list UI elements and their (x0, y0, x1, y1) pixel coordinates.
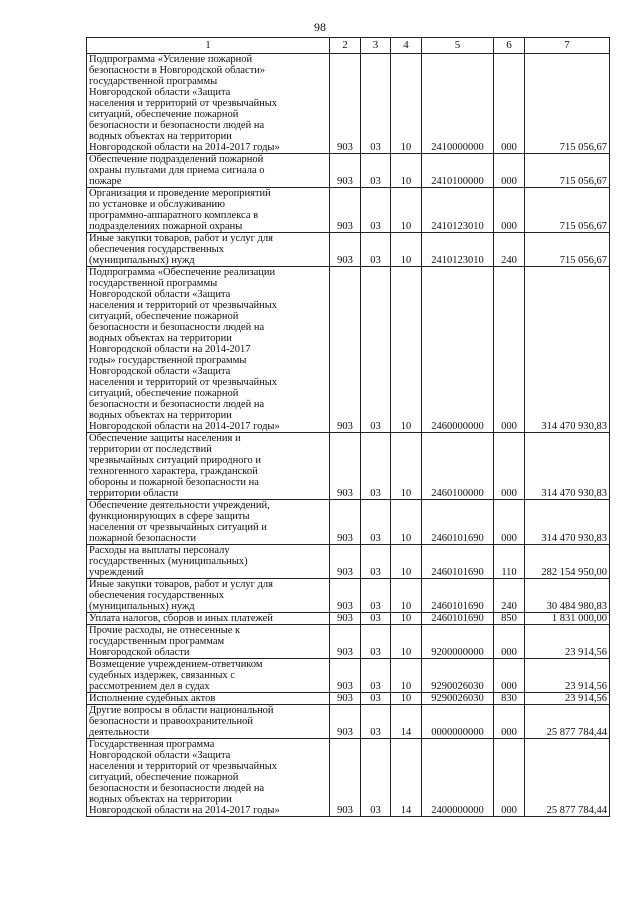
cell-amount: 30 484 980,83 (525, 579, 610, 613)
cell-expense-type: 000 (494, 267, 525, 433)
table-row (87, 54, 610, 154)
cell-section-code: 03 (361, 545, 391, 579)
table-row (87, 433, 610, 500)
cell-target-article: 2460101690 (422, 579, 494, 613)
page-number: 98 (314, 20, 326, 34)
cell-subsection-code: 10 (391, 154, 422, 188)
row-name: Обеспечение деятельности учреждений, функционирующих в сфере защиты населения от чрезвычайных ситуаций и пожарной безопасности (87, 500, 330, 545)
table-header-row (87, 38, 610, 54)
cell-subsection-code: 10 (391, 267, 422, 433)
cell-expense-type: 110 (494, 545, 525, 579)
cell-expense-type: 000 (494, 154, 525, 188)
cell-target-article: 2460101690 (422, 545, 494, 579)
cell-expense-type: 000 (494, 188, 525, 233)
cell-subsection-code: 10 (391, 625, 422, 659)
cell-expense-type: 000 (494, 705, 525, 739)
table-row (87, 579, 610, 613)
cell-expense-type: 240 (494, 233, 525, 267)
cell-target-article: 9290026030 (422, 659, 494, 693)
cell-subsection-code: 10 (391, 693, 422, 705)
cell-amount: 23 914,56 (525, 659, 610, 693)
cell-section-code: 03 (361, 500, 391, 545)
cell-section-code: 03 (361, 613, 391, 625)
cell-ministry-code: 903 (330, 613, 361, 625)
cell-ministry-code: 903 (330, 545, 361, 579)
cell-expense-type: 000 (494, 625, 525, 659)
row-name: Организация и проведение мероприятий по установке и обслуживанию программно-аппаратного комплекса в подразделениях пожарной охраны (87, 188, 330, 233)
row-name: Иные закупки товаров, работ и услуг для обеспечения государственных (муниципальных) нужд (87, 233, 330, 267)
cell-target-article: 2410000000 (422, 54, 494, 154)
cell-target-article: 2460101690 (422, 613, 494, 625)
cell-section-code: 03 (361, 579, 391, 613)
column-header: 7 (525, 38, 610, 54)
cell-amount: 314 470 930,83 (525, 433, 610, 500)
column-header: 1 (87, 38, 330, 54)
cell-target-article: 9200000000 (422, 625, 494, 659)
cell-target-article: 2400000000 (422, 739, 494, 817)
table-row (87, 188, 610, 233)
cell-ministry-code: 903 (330, 188, 361, 233)
column-header: 2 (330, 38, 361, 54)
cell-target-article: 2460100000 (422, 433, 494, 500)
table-row (87, 693, 610, 705)
cell-ministry-code: 903 (330, 154, 361, 188)
row-name: Обеспечение защиты населения и территории от последствий чрезвычайных ситуаций природного и техногенного характера, гражданской обороны и пожарной безопасности на территории области (87, 433, 330, 500)
cell-target-article: 0000000000 (422, 705, 494, 739)
table-body (87, 54, 610, 817)
cell-amount: 282 154 950,00 (525, 545, 610, 579)
cell-amount: 25 877 784,44 (525, 739, 610, 817)
cell-expense-type: 830 (494, 693, 525, 705)
cell-amount: 314 470 930,83 (525, 267, 610, 433)
cell-section-code: 03 (361, 233, 391, 267)
cell-section-code: 03 (361, 739, 391, 817)
cell-section-code: 03 (361, 433, 391, 500)
cell-subsection-code: 14 (391, 739, 422, 817)
cell-amount: 23 914,56 (525, 693, 610, 705)
cell-target-article: 2410123010 (422, 233, 494, 267)
cell-expense-type: 000 (494, 659, 525, 693)
cell-expense-type: 000 (494, 739, 525, 817)
cell-ministry-code: 903 (330, 579, 361, 613)
table-row (87, 267, 610, 433)
cell-subsection-code: 10 (391, 545, 422, 579)
cell-amount: 314 470 930,83 (525, 500, 610, 545)
cell-expense-type: 000 (494, 54, 525, 154)
cell-target-article: 2460000000 (422, 267, 494, 433)
table-row (87, 613, 610, 625)
cell-expense-type: 000 (494, 500, 525, 545)
table-row (87, 659, 610, 693)
row-name: Возмещение учреждением-ответчиком судебных издержек, связанных с рассмотрением дел в судах (87, 659, 330, 693)
cell-expense-type: 240 (494, 579, 525, 613)
cell-section-code: 03 (361, 659, 391, 693)
cell-subsection-code: 10 (391, 659, 422, 693)
cell-ministry-code: 903 (330, 433, 361, 500)
cell-section-code: 03 (361, 154, 391, 188)
cell-target-article: 2460101690 (422, 500, 494, 545)
cell-target-article: 2410100000 (422, 154, 494, 188)
cell-target-article: 9290026030 (422, 693, 494, 705)
row-name: Уплата налогов, сборов и иных платежей (87, 613, 330, 625)
table-row (87, 705, 610, 739)
cell-amount: 1 831 000,00 (525, 613, 610, 625)
column-header: 4 (391, 38, 422, 54)
table-row (87, 739, 610, 817)
cell-expense-type: 000 (494, 433, 525, 500)
row-name: Другие вопросы в области национальной безопасности и правоохранительной деятельности (87, 705, 330, 739)
cell-ministry-code: 903 (330, 625, 361, 659)
cell-section-code: 03 (361, 693, 391, 705)
column-header: 5 (422, 38, 494, 54)
cell-subsection-code: 10 (391, 188, 422, 233)
table-row (87, 500, 610, 545)
cell-subsection-code: 10 (391, 54, 422, 154)
row-name: Прочие расходы, не отнесенные к государственным программам Новгородской области (87, 625, 330, 659)
table-row (87, 545, 610, 579)
row-name: Иные закупки товаров, работ и услуг для обеспечения государственных (муниципальных) нужд (87, 579, 330, 613)
cell-amount: 715 056,67 (525, 54, 610, 154)
cell-section-code: 03 (361, 267, 391, 433)
row-name: Расходы на выплаты персоналу государственных (муниципальных) учреждений (87, 545, 330, 579)
cell-section-code: 03 (361, 188, 391, 233)
cell-ministry-code: 903 (330, 54, 361, 154)
column-header: 6 (494, 38, 525, 54)
cell-subsection-code: 10 (391, 500, 422, 545)
column-header: 3 (361, 38, 391, 54)
row-name: Обеспечение подразделений пожарной охраны пультами для приема сигнала о пожаре (87, 154, 330, 188)
row-name: Государственная программа Новгородской области «Защита населения и территорий от чрезвычайных ситуаций, обеспечение пожарной безопасности и безопасности людей на водных объектах на территории Новгородской области на 2014-2017 годы» (87, 739, 330, 817)
cell-subsection-code: 10 (391, 233, 422, 267)
cell-section-code: 03 (361, 54, 391, 154)
budget-table (86, 37, 610, 817)
cell-section-code: 03 (361, 705, 391, 739)
cell-amount: 715 056,67 (525, 188, 610, 233)
table-row (87, 233, 610, 267)
cell-amount: 25 877 784,44 (525, 705, 610, 739)
cell-ministry-code: 903 (330, 705, 361, 739)
cell-ministry-code: 903 (330, 739, 361, 817)
cell-amount: 23 914,56 (525, 625, 610, 659)
cell-ministry-code: 903 (330, 659, 361, 693)
cell-expense-type: 850 (494, 613, 525, 625)
cell-subsection-code: 10 (391, 433, 422, 500)
cell-subsection-code: 10 (391, 613, 422, 625)
row-name: Подпрограмма «Обеспечение реализации государственной программы Новгородской области «Защита населения и территорий от чрезвычайных ситуаций, обеспечение пожарной безопасности и безопасности людей на водных объектах на территории Новгородской области на 2014-2017 годы» государственной программы Новгородской области «Защита населения и территорий от чрезвычайных ситуаций, обеспечение пожарной безопасности и безопасности людей на водных объектах на территории Новгородской области на 2014-2017 годы» (87, 267, 330, 433)
cell-subsection-code: 14 (391, 705, 422, 739)
table-row (87, 154, 610, 188)
row-name: Исполнение судебных актов (87, 693, 330, 705)
cell-ministry-code: 903 (330, 233, 361, 267)
cell-subsection-code: 10 (391, 579, 422, 613)
cell-section-code: 03 (361, 625, 391, 659)
cell-ministry-code: 903 (330, 693, 361, 705)
cell-amount: 715 056,67 (525, 154, 610, 188)
cell-ministry-code: 903 (330, 500, 361, 545)
cell-ministry-code: 903 (330, 267, 361, 433)
row-name: Подпрограмма «Усиление пожарной безопасности в Новгородской области» государственной программы Новгородской области «Защита населения и территорий от чрезвычайных ситуаций, обеспечение пожарной безопасности и безопасности людей на водных объектах на территории Новгородской области на 2014-2017 годы» (87, 54, 330, 154)
table-row (87, 625, 610, 659)
cell-target-article: 2410123010 (422, 188, 494, 233)
cell-amount: 715 056,67 (525, 233, 610, 267)
